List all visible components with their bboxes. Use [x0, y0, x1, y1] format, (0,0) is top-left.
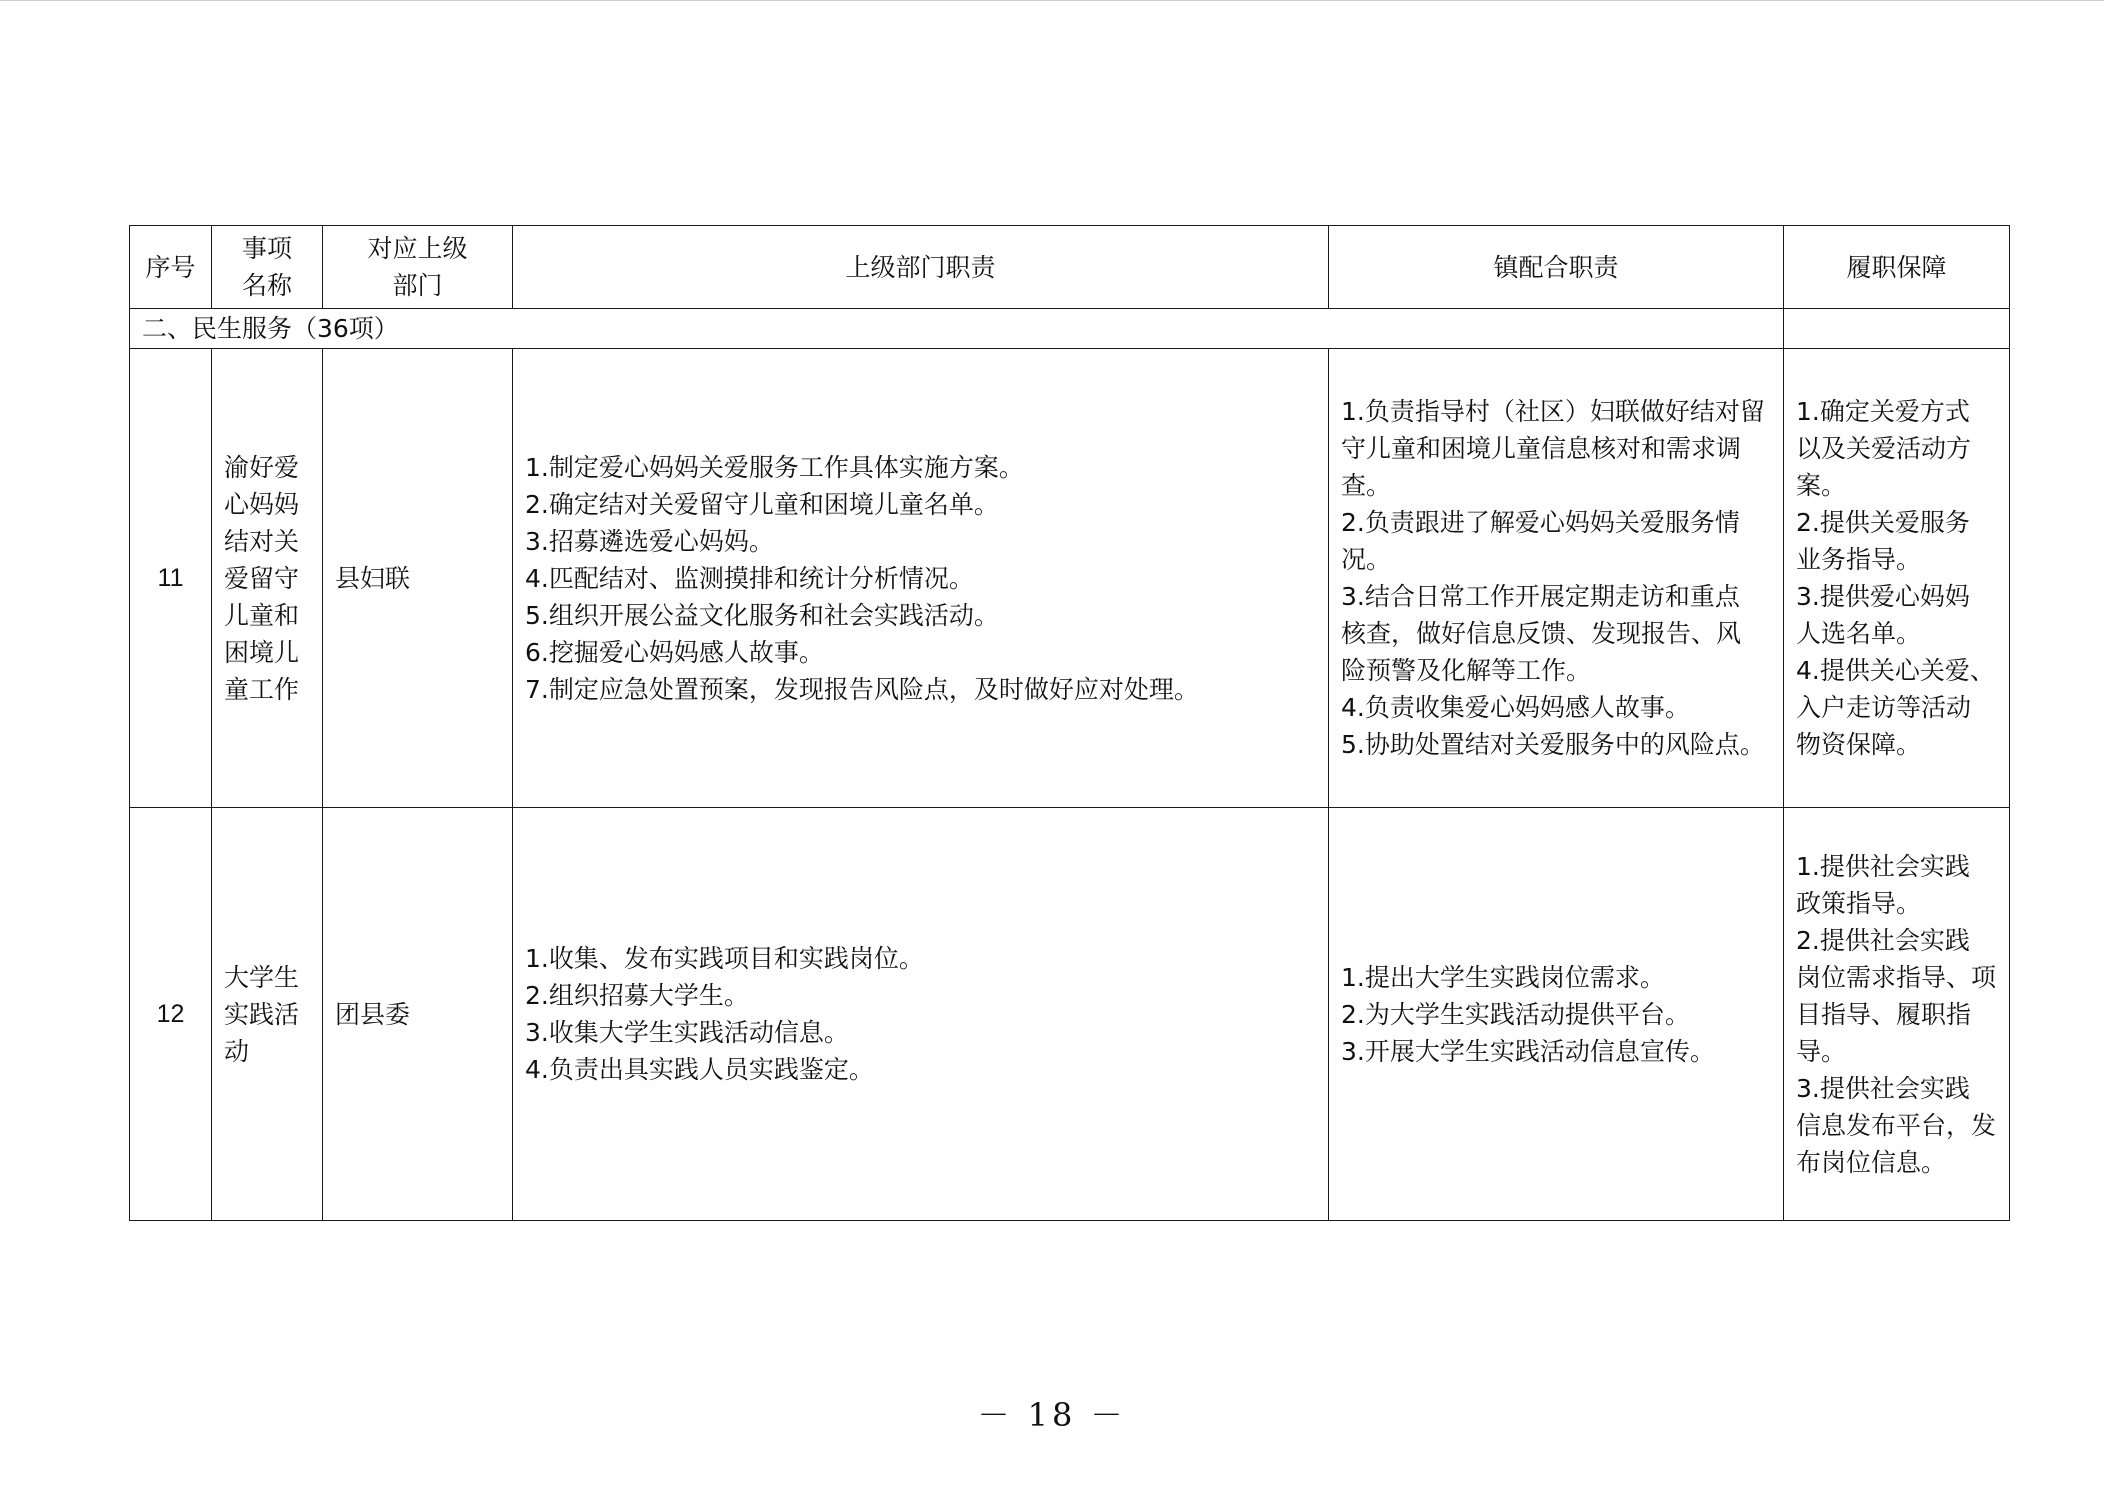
section-row: [130, 309, 2010, 349]
upper-duties: [513, 349, 1329, 808]
text-line: 3.收集大学生实践活动信息。: [525, 1018, 849, 1047]
text-line: 动: [224, 1036, 250, 1066]
text-line: 守儿童和困境儿童信息核对和需求调: [1341, 434, 1742, 463]
upper-duties: [513, 808, 1329, 1221]
text-line: 部门: [392, 271, 443, 300]
text-line: 童工作: [224, 674, 300, 704]
guarantee: [1784, 349, 2010, 808]
header-num: [130, 226, 212, 309]
upper-dept: 团县委: [323, 808, 513, 1221]
header-upper-dept: [323, 226, 513, 309]
text-line: 况。: [1341, 545, 1392, 574]
town-duties: [1329, 349, 1784, 808]
text-line: 渝好爱: [224, 452, 300, 482]
text-line: 事项: [241, 234, 292, 263]
row-number: 12: [130, 808, 212, 1221]
text-line: 1.确定关爱方式: [1796, 397, 1970, 426]
upper-dept: 县妇联: [323, 349, 513, 808]
text-line: 困境儿: [224, 637, 300, 667]
text-line: 目指导、履职指: [1796, 999, 1972, 1029]
text-line: 核查，做好信息反馈、发现报告、风: [1341, 619, 1742, 648]
text-line: 4.提供关心关爱、: [1796, 656, 1995, 685]
item-name: [212, 349, 323, 808]
section-title: 二、民生服务（36项）: [130, 309, 1784, 349]
header-upper-duties: [513, 226, 1329, 309]
text-line: 心妈妈: [224, 489, 300, 519]
page-number: － 18 －: [977, 1396, 1127, 1434]
text-line: 对应上级: [367, 234, 468, 263]
text-line: 3.提供爱心妈妈: [1796, 582, 1970, 611]
text-line: 3.提供社会实践: [1796, 1073, 1970, 1103]
text-line: 险预警及化解等工作。: [1341, 656, 1592, 685]
text-line: 4.匹配结对、监测摸排和统计分析情况。: [525, 563, 974, 593]
text-line: 导。: [1796, 1036, 1847, 1066]
text-line: 结对关: [224, 526, 300, 556]
text-line: 1.提出大学生实践岗位需求。: [1341, 962, 1665, 992]
text-line: 儿童和: [224, 600, 300, 630]
text-line: 上级部门职责: [845, 252, 996, 282]
text-line: 1.负责指导村（社区）妇联做好结对留: [1341, 397, 1765, 426]
text-line: 1.提供社会实践: [1796, 851, 1970, 881]
text-line: 名称: [241, 271, 292, 300]
text-line: 布岗位信息。: [1796, 1147, 1947, 1177]
town-duties: [1329, 808, 1784, 1221]
text-line: 2.组织招募大学生。: [525, 981, 749, 1010]
text-line: 1.收集、发布实践项目和实践岗位。: [525, 944, 924, 973]
text-line: 5.协助处置结对关爱服务中的风险点。: [1341, 730, 1765, 759]
text-line: 镇配合职责: [1493, 252, 1619, 282]
text-line: 6.挖掘爱心妈妈感人故事。: [525, 637, 824, 667]
page-top-edge: [0, 0, 2104, 1]
text-line: 信息发布平台，发: [1796, 1110, 1997, 1140]
text-line: 爱留守: [224, 563, 300, 593]
text-line: 大学生: [224, 962, 300, 992]
header-row: [130, 226, 2010, 309]
text-line: 查。: [1341, 471, 1392, 500]
header-item-name: [212, 226, 323, 309]
header-guarantee: [1784, 226, 2010, 309]
text-line: 4.负责出具实践人员实践鉴定。: [525, 1055, 874, 1084]
text-line: 5.组织开展公益文化服务和社会实践活动。: [525, 600, 999, 630]
text-line: 1.制定爱心妈妈关爱服务工作具体实施方案。: [525, 452, 1024, 482]
text-line: 履职保障: [1846, 252, 1947, 282]
text-line: 入户走访等活动: [1796, 693, 1972, 722]
table-row: [130, 808, 2010, 1221]
text-line: 7.制定应急处置预案，发现报告风险点，及时做好应对处理。: [525, 674, 1199, 704]
duty-table: [129, 225, 2010, 1221]
table-row: [130, 349, 2010, 808]
text-line: 4.负责收集爱心妈妈感人故事。: [1341, 693, 1690, 722]
text-line: 2.确定结对关爱留守儿童和困境儿童名单。: [525, 489, 999, 519]
text-line: 案。: [1796, 471, 1847, 500]
text-line: 2.提供社会实践: [1796, 925, 1970, 955]
text-line: 2.为大学生实践活动提供平台。: [1341, 999, 1690, 1029]
text-line: 3.开展大学生实践活动信息宣传。: [1341, 1036, 1715, 1066]
text-line: 业务指导。: [1796, 545, 1922, 574]
text-line: 以及关爱活动方: [1796, 434, 1972, 463]
section-empty-cell: [1784, 309, 2010, 349]
text-line: 物资保障。: [1796, 730, 1922, 759]
text-line: 3.结合日常工作开展定期走访和重点: [1341, 582, 1740, 611]
header-town-duties: [1329, 226, 1784, 309]
text-line: 岗位需求指导、项: [1796, 962, 1997, 992]
row-number: 11: [130, 349, 212, 808]
text-line: 3.招募遴选爱心妈妈。: [525, 526, 774, 556]
text-line: 政策指导。: [1796, 888, 1922, 918]
guarantee: [1784, 808, 2010, 1221]
text-line: 2.提供关爱服务: [1796, 508, 1970, 537]
text-line: 序号: [145, 252, 196, 282]
text-line: 实践活: [224, 999, 300, 1029]
text-line: 人选名单。: [1796, 619, 1922, 648]
item-name: [212, 808, 323, 1221]
text-line: 2.负责跟进了解爱心妈妈关爱服务情: [1341, 508, 1740, 537]
